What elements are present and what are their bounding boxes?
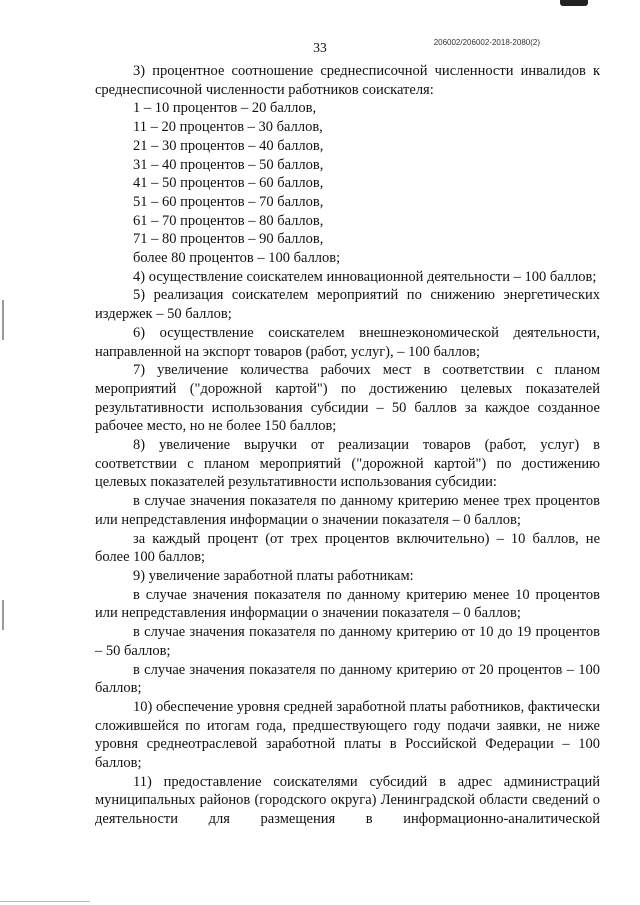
paragraph-subitem: в случае значения показателя по данному критерию менее 10 процентов или непредставления информации о значении показателя – 0 баллов; <box>95 586 600 622</box>
document-body <box>95 62 600 829</box>
scan-bottom-line <box>0 901 90 902</box>
paragraph-subitem: в случае значения показателя по данному критерию от 20 процентов – 100 баллов; <box>95 661 600 697</box>
list-item: 1 – 10 процентов – 20 баллов, <box>133 100 317 117</box>
list-item: 21 – 30 процентов – 40 баллов, <box>133 137 324 154</box>
list-item: 51 – 60 процентов – 70 баллов, <box>133 193 324 210</box>
paragraph-subitem: в случае значения показателя по данному критерию от 10 до 19 процентов – 50 баллов; <box>95 624 600 659</box>
paragraph-item-8: 8) увеличение выручки от реализации товаров (работ, услуг) в соответствии с планом мероприятий ("дорожной картой") по достижению целевых показателей результативности использования субсидии: <box>95 437 600 491</box>
list-item: более 80 процентов – 100 баллов; <box>133 250 341 267</box>
paragraph-item-3: 3) процентное соотношение среднесписочной численности инвалидов к среднесписочной численности работников соискателя: <box>95 63 600 98</box>
paragraph-item-6: 6) осуществление соискателем внешнеэкономической деятельности, направленной на экспорт товаров (работ, услуг), – 100 баллов; <box>95 324 600 360</box>
list-item: 71 – 80 процентов – 90 баллов, <box>133 231 324 248</box>
paragraph-item-10: 10) обеспечение уровня средней заработной платы работников, фактически сложившейся по итогам года, предшествующего году подачи заявки, не ниже уровня среднеотраслевой заработной платы в Российской Федерации – 100 баллов; <box>95 698 600 772</box>
paragraph-subitem: за каждый процент (от трех процентов включительно) – 10 баллов, не более 100 баллов; <box>95 530 600 566</box>
document-id: 206002/206002-2018-2080(2) <box>433 38 540 47</box>
list-item: 41 – 50 процентов – 60 баллов, <box>133 175 324 192</box>
paragraph-item-7: 7) увеличение количества рабочих мест в соответствии с планом мероприятий ("дорожной картой") по достижению целевых показателей результативности использования субсидии – 50 баллов за каждое созданное рабочее место, но не более 150 баллов; <box>95 362 600 435</box>
scan-artifact <box>560 0 588 6</box>
paragraph-item-4: 4) осуществление соискателем инновационной деятельности – 100 баллов; <box>133 268 597 285</box>
paragraph-subitem: в случае значения показателя по данному критерию менее трех процентов или непредставления информации о значении показателя – 0 баллов; <box>95 493 600 528</box>
scan-edge-mark <box>2 300 4 340</box>
list-item: 61 – 70 процентов – 80 баллов, <box>133 212 324 229</box>
list-item: 11 – 20 процентов – 30 баллов, <box>133 119 323 136</box>
page-number: 33 <box>313 40 327 55</box>
scan-edge-mark <box>2 600 4 630</box>
paragraph-item-5: 5) реализация соискателем мероприятий по снижению энергетических издержек – 50 баллов; <box>95 287 600 323</box>
paragraph-item-9: 9) увеличение заработной платы работникам: <box>133 567 414 584</box>
paragraph-item-11: 11) предоставление соискателями субсидий в адрес администраций муниципальных районов (городского округа) Ленинградской области сведений о деятельности для размещения в информационно-аналитической <box>95 773 600 828</box>
list-item: 31 – 40 процентов – 50 баллов, <box>133 156 324 173</box>
